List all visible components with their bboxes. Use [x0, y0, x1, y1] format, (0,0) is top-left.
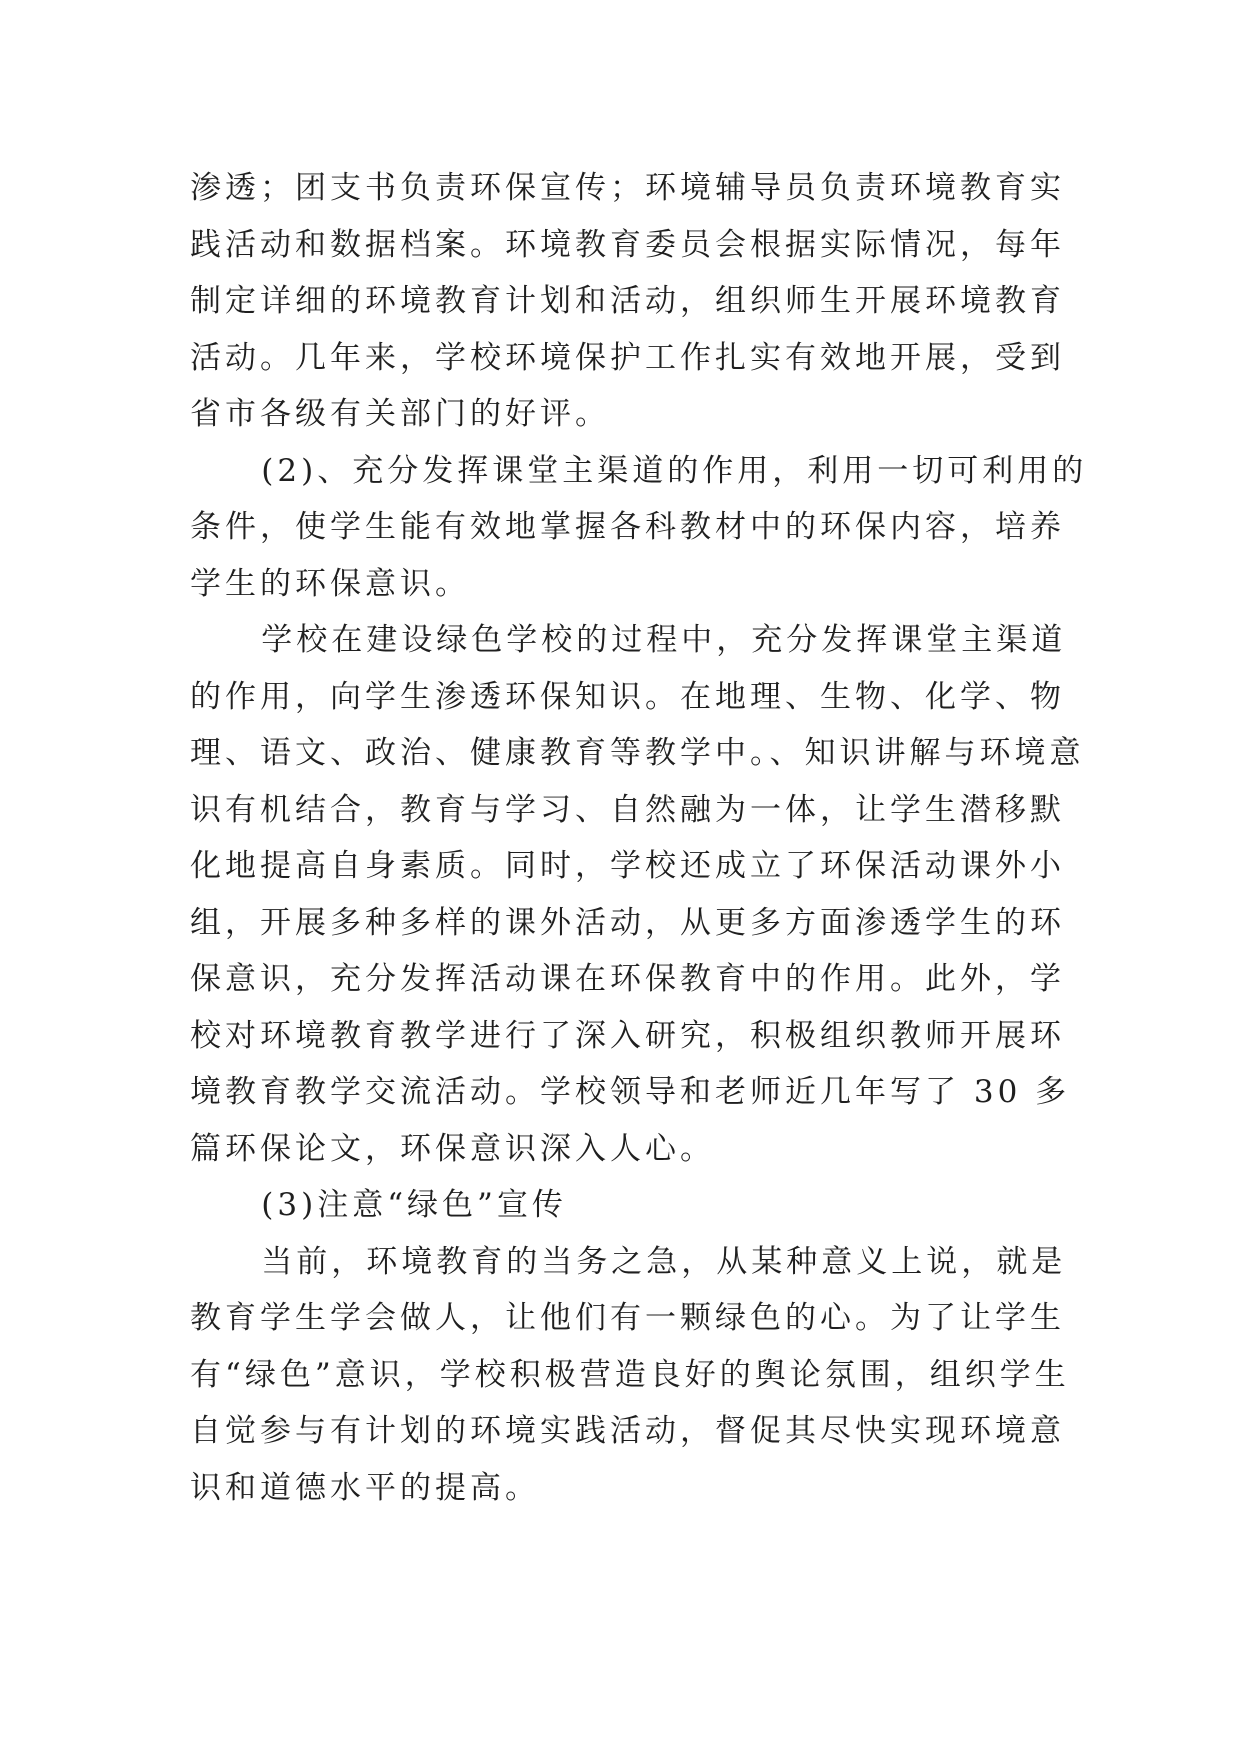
section-heading-3: (3)注意“绿色”宣传 — [261, 1187, 567, 1223]
document-body — [190, 160, 1090, 1516]
paragraph-classroom: 学校在建设绿色学校的过程中，充分发挥课堂主渠道的作用，向学生渗透环保知识。在地理、生物、化学、物理、语文、政治、健康教育等教学中。、知识讲解与环境意识有机结合，教育与学习、自然融为一体，让学生潜移默化地提高自身素质。同时，学校还成立了环保活动课外小组，开展多种多样的课外活动，从更多方面渗透学生的环保意识，充分发挥活动课在环保教育中的作用。此外，学校对环境教育教学进行了深入研究，积极组织教师开展环境教育教学交流活动。学校领导和老师近几年写了 30 多篇环保论文，环保意识深入人心。 — [190, 622, 1085, 1167]
section-heading-2: (2)、充分发挥课堂主渠道的作用，利用一切可利用的条件，使学生能有效地掌握各科教材中的环保内容，培养学生的环保意识。 — [190, 452, 1088, 602]
paragraph-green-publicity: 当前，环境教育的当务之急，从某种意义上说，就是教育学生学会做人，让他们有一颗绿色的心。为了让学生有“绿色”意识，学校积极营造良好的舆论氛围，组织学生自觉参与有计划的环境实践活动，督促其尽快实现环境意识和道德水平的提高。 — [190, 1243, 1070, 1506]
paragraph-continuation: 渗透；团支书负责环保宣传；环境辅导员负责环境教育实践活动和数据档案。环境教育委员会根据实际情况，每年制定详细的环境教育计划和活动，组织师生开展环境教育活动。几年来，学校环境保护工作扎实有效地开展，受到省市各级有关部门的好评。 — [190, 170, 1065, 432]
